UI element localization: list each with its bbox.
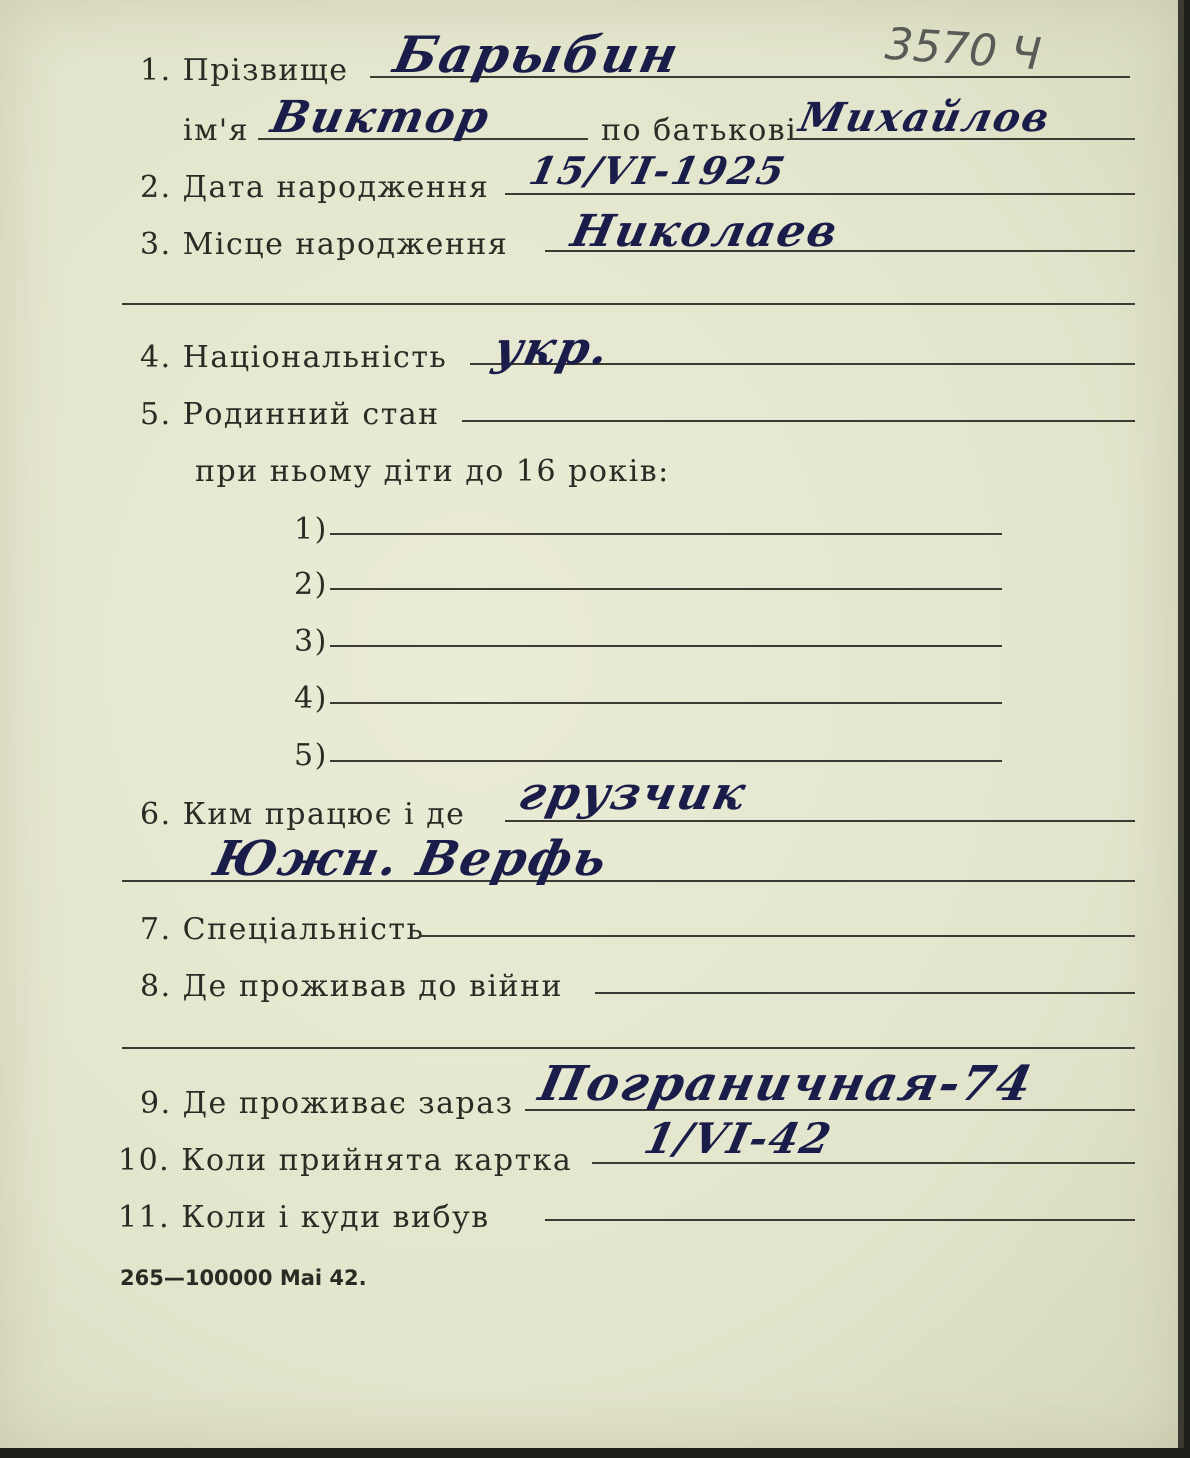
occupation-label: 6. Ким працює і де — [140, 797, 466, 832]
birth-date-line — [505, 193, 1135, 195]
specialty-line — [420, 935, 1135, 937]
birth-place-value: Николаев — [566, 206, 844, 257]
current-residence-value: Пограничная-74 — [534, 1056, 1039, 1112]
birth-date-value: 15/VI-1925 — [525, 148, 791, 193]
birth-place-line-2 — [122, 303, 1135, 305]
departure-line — [545, 1219, 1135, 1221]
marital-status-line — [462, 420, 1135, 422]
child-5-line — [330, 760, 1002, 762]
occupation-place-value: Южн. Верфь — [209, 831, 614, 887]
children-label: при ньому діти до 16 років: — [195, 454, 670, 489]
first-name-value: Виктор — [266, 92, 496, 143]
patronymic-label: по батькові — [601, 113, 798, 148]
surname-value: Барыбин — [388, 25, 686, 84]
nationality-value: укр. — [489, 321, 616, 375]
archive-number: 3570 Ч — [883, 18, 1043, 81]
patronymic-value: Михайлов — [795, 94, 1056, 141]
nationality-label: 4. Національність — [140, 340, 448, 375]
child-1-line — [330, 533, 1002, 535]
child-3-label: 3) — [294, 624, 328, 659]
child-5-label: 5) — [294, 738, 328, 773]
current-residence-label: 9. Де проживає зараз — [140, 1086, 514, 1121]
child-2-line — [330, 588, 1002, 590]
card-accepted-label: 10. Коли прийнята картка — [118, 1143, 573, 1178]
birth-date-label: 2. Дата народження — [140, 170, 490, 205]
prewar-residence-label: 8. Де проживав до війни — [140, 969, 563, 1004]
specialty-label: 7. Спеціальність — [140, 912, 425, 947]
surname-label: 1. Прізвище — [140, 53, 349, 88]
occupation-value: грузчик — [514, 766, 753, 820]
child-3-line — [330, 645, 1002, 647]
prewar-residence-line — [595, 992, 1135, 994]
marital-status-label: 5. Родинний стан — [140, 397, 440, 432]
child-2-label: 2) — [294, 567, 328, 602]
departure-label: 11. Коли і куди вибув — [118, 1200, 490, 1235]
child-1-label: 1) — [294, 512, 328, 547]
prewar-residence-line-2 — [122, 1047, 1135, 1049]
occupation-line — [505, 820, 1135, 822]
print-code: 265—100000 Mai 42. — [120, 1266, 367, 1290]
child-4-line — [330, 702, 1002, 704]
birth-place-label: 3. Місце народження — [140, 227, 509, 262]
child-4-label: 4) — [294, 681, 328, 716]
first-name-label: ім'я — [183, 113, 250, 148]
card-accepted-value: 1/VI-42 — [639, 1114, 838, 1163]
